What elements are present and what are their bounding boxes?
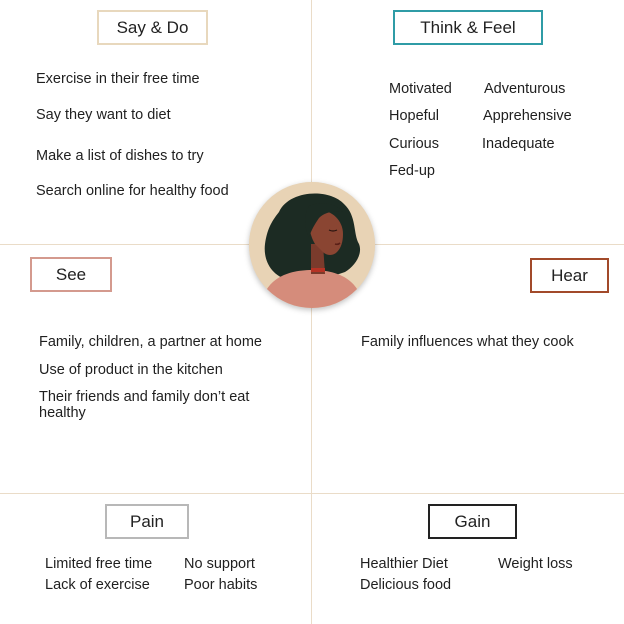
vertical-divider: [311, 0, 312, 624]
think-feel-item: Adventurous: [484, 81, 566, 97]
think-feel-item: Fed-up: [389, 163, 435, 179]
say-do-item: Make a list of dishes to try: [36, 148, 204, 164]
pain-item: Limited free time: [45, 556, 153, 572]
think-feel-label: Think & Feel: [393, 10, 543, 45]
say-do-item: Say they want to diet: [36, 107, 171, 123]
gain-label: Gain: [428, 504, 517, 539]
pain-item: No support: [184, 556, 255, 572]
hear-item: Family influences what they cook: [361, 334, 574, 350]
see-label: See: [30, 257, 112, 292]
say-do-item: Exercise in their free time: [36, 71, 200, 87]
think-feel-item: Motivated: [389, 81, 452, 97]
woman-portrait-icon: [249, 182, 375, 308]
see-item: Family, children, a partner at home: [39, 334, 262, 350]
see-item: Use of product in the kitchen: [39, 362, 223, 378]
hear-label: Hear: [530, 258, 609, 293]
think-feel-item: Hopeful: [389, 108, 439, 124]
avatar-illustration: [249, 182, 375, 308]
think-feel-item: Curious: [389, 136, 439, 152]
horizontal-divider-bottom: [0, 493, 624, 494]
pain-item: Lack of exercise: [45, 577, 150, 593]
think-feel-item: Apprehensive: [483, 108, 572, 124]
pain-label: Pain: [105, 504, 189, 539]
say-do-item: Search online for healthy food: [36, 183, 229, 199]
think-feel-item: Inadequate: [482, 136, 555, 152]
gain-item: Healthier Diet: [360, 556, 448, 572]
gain-item: Weight loss: [498, 556, 573, 572]
gain-item: Delicious food: [360, 577, 452, 593]
see-item: Their friends and family don’t eat healthy: [39, 389, 250, 421]
say-do-label: Say & Do: [97, 10, 208, 45]
pain-item: Poor habits: [184, 577, 258, 593]
